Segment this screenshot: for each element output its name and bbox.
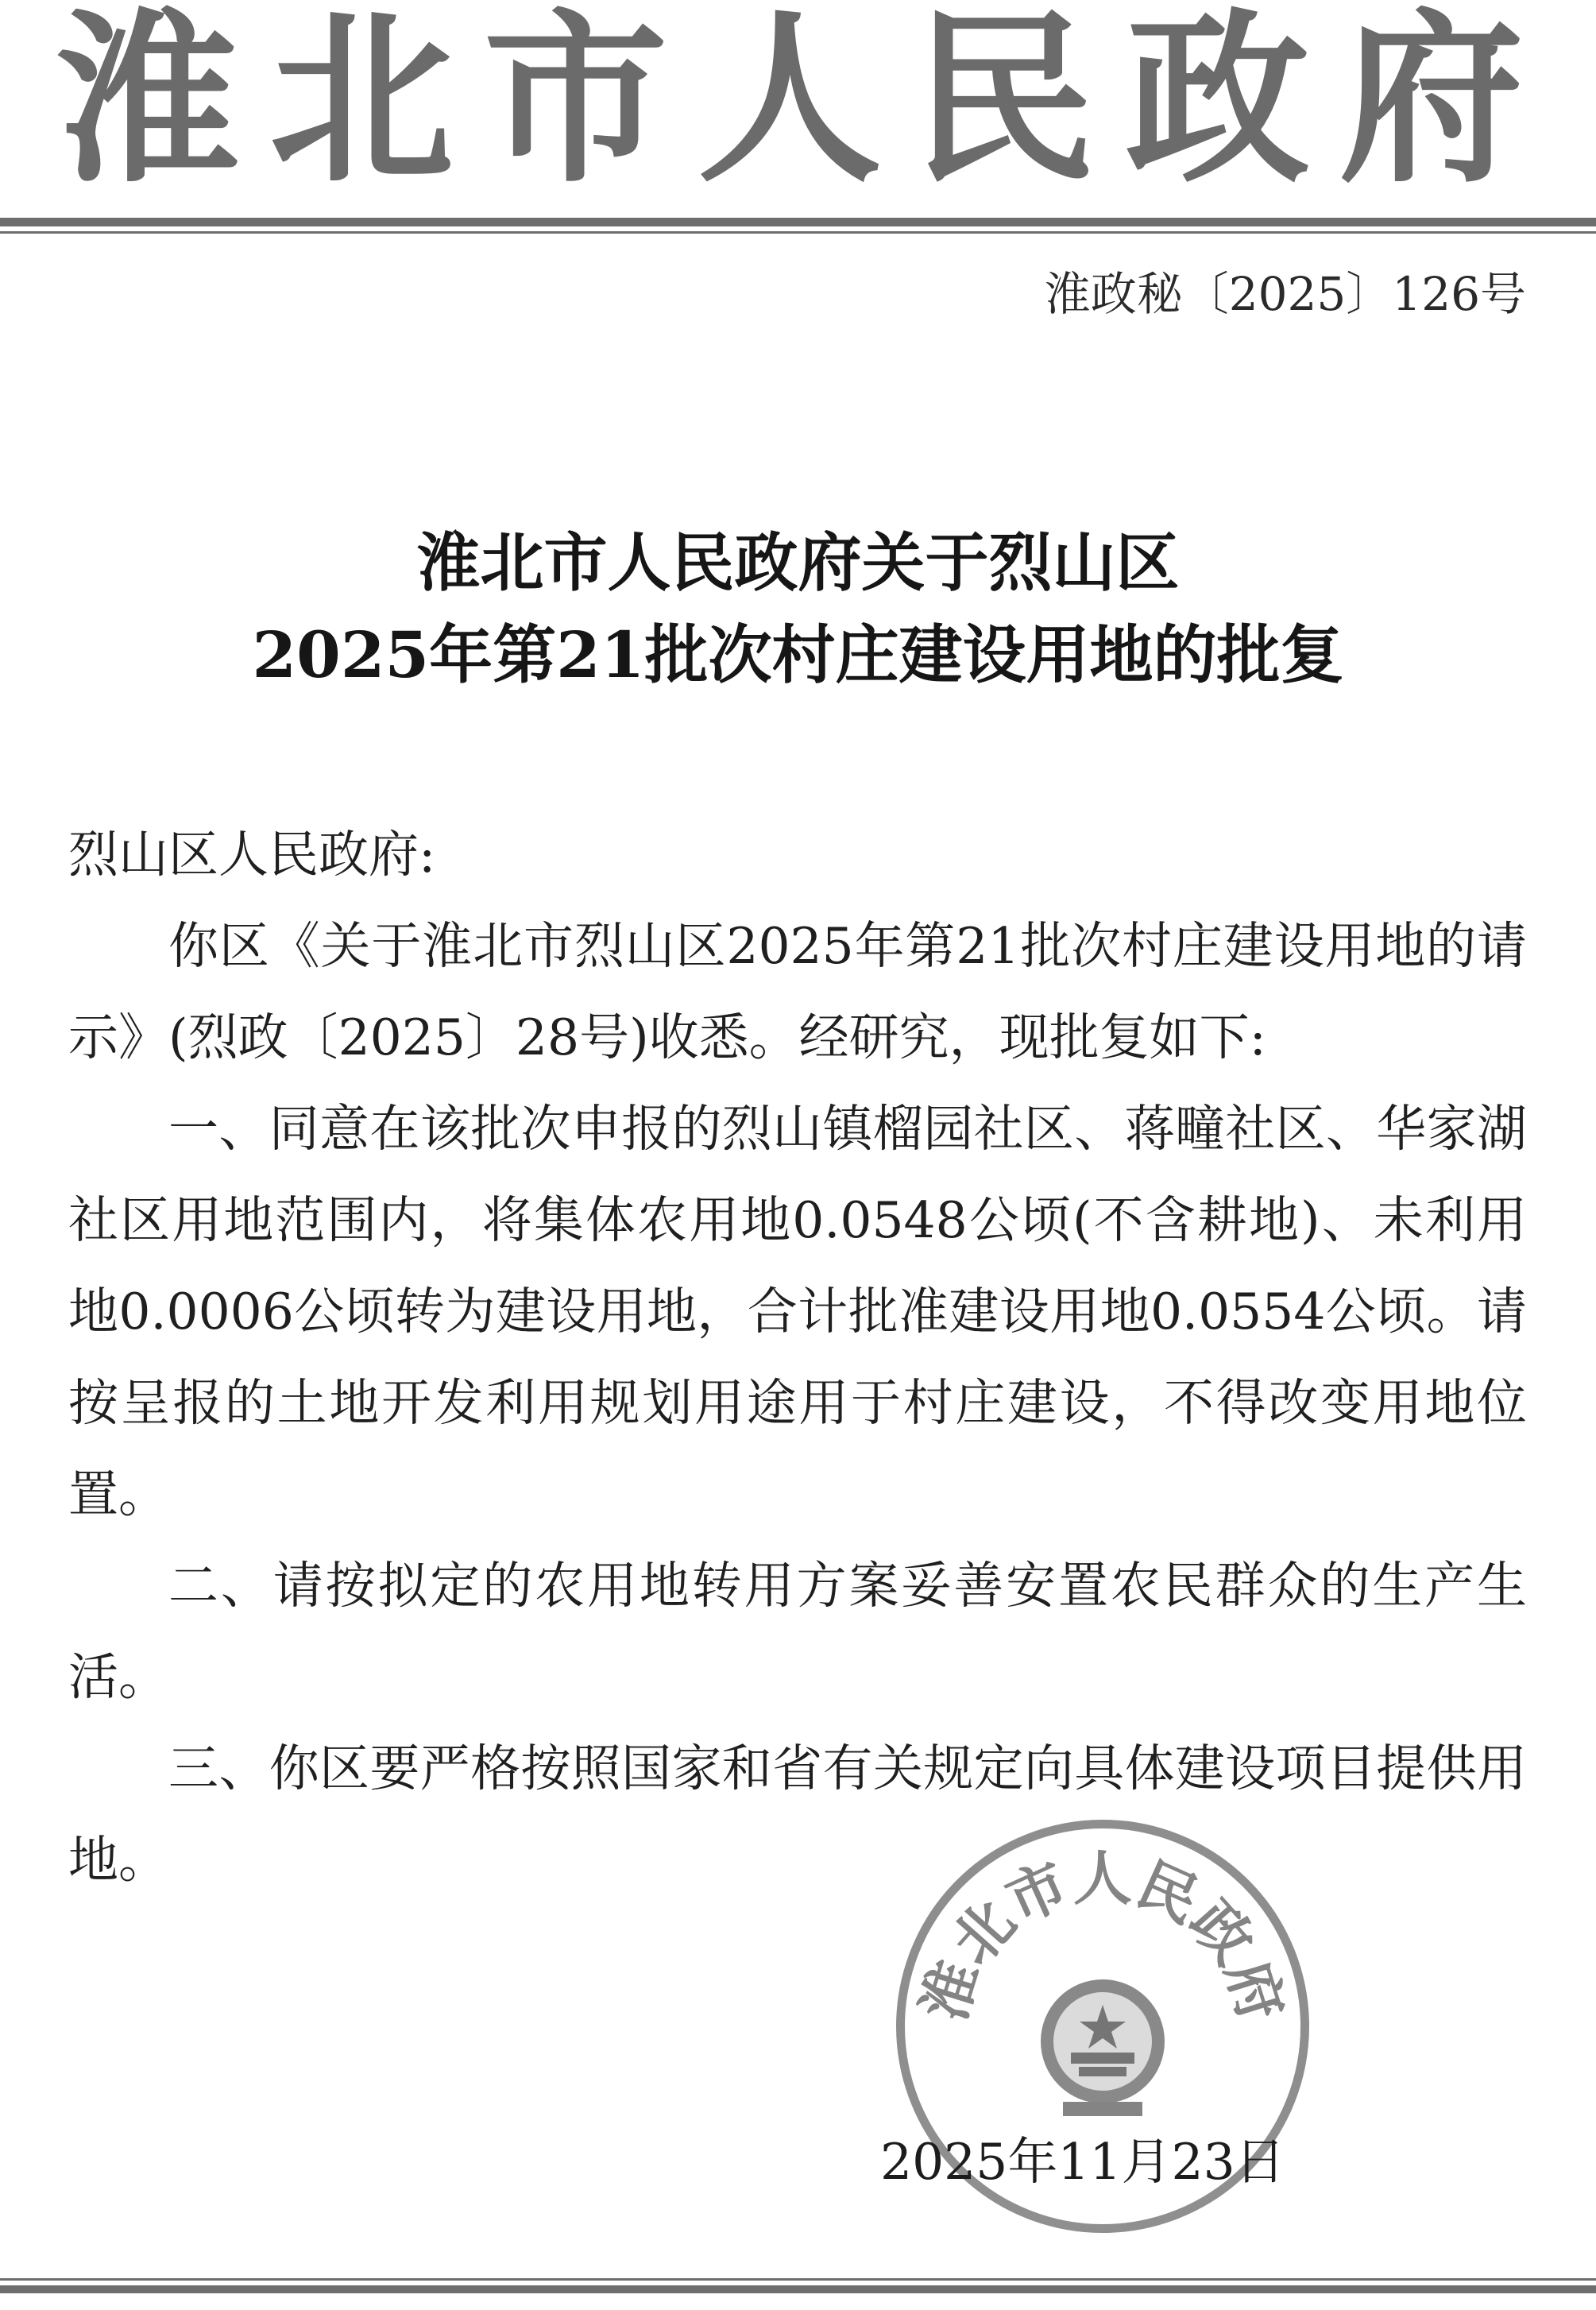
document-title: [0, 517, 1596, 701]
paragraph-item-2: 二、请按拟定的农用地转用方案妥善安置农民群众的生产生活。: [68, 1557, 1527, 1706]
document-title-line-2: 2025年第21批次村庄建设用地的批复: [252, 617, 1344, 692]
masthead: [0, 0, 1596, 207]
issue-date: 2025年11月23日: [880, 2133, 1285, 2191]
masthead-title: 淮北市人民政府: [56, 0, 1541, 207]
masthead-rule-thick: [0, 218, 1596, 226]
paragraph-intro: 你区《关于淮北市烈山区2025年第21批次村庄建设用地的请示》(烈政〔2025〕28号)收悉。经研究，现批复如下:: [68, 917, 1527, 1066]
national-emblem-icon: [1041, 1979, 1165, 2116]
footer-rule-thin: [0, 2278, 1596, 2281]
document-number: 淮政秘〔2025〕126号: [1044, 267, 1526, 321]
seal-text: 淮北市人民政府: [909, 1844, 1297, 2029]
document-title-line-1: 淮北市人民政府关于烈山区: [416, 525, 1180, 600]
document-body: [68, 809, 1527, 1906]
paragraph-item-1: 一、同意在该批次申报的烈山镇榴园社区、蒋疃社区、华家湖社区用地范围内，将集体农用地0.0548公顷(不含耕地)、未利用地0.0006公顷转为建设用地，合计批准建设用地0.0554公顷。请按呈报的土地开发利用规划用途用于村庄建设，不得改变用地位置。: [68, 1100, 1527, 1523]
addressee: 烈山区人民政府:: [68, 826, 436, 884]
footer-rule-thick: [0, 2285, 1596, 2293]
masthead-rule-thin: [0, 231, 1596, 234]
paragraph-item-3: 三、你区要严格按照国家和省有关规定向具体建设项目提供用地。: [68, 1739, 1527, 1889]
